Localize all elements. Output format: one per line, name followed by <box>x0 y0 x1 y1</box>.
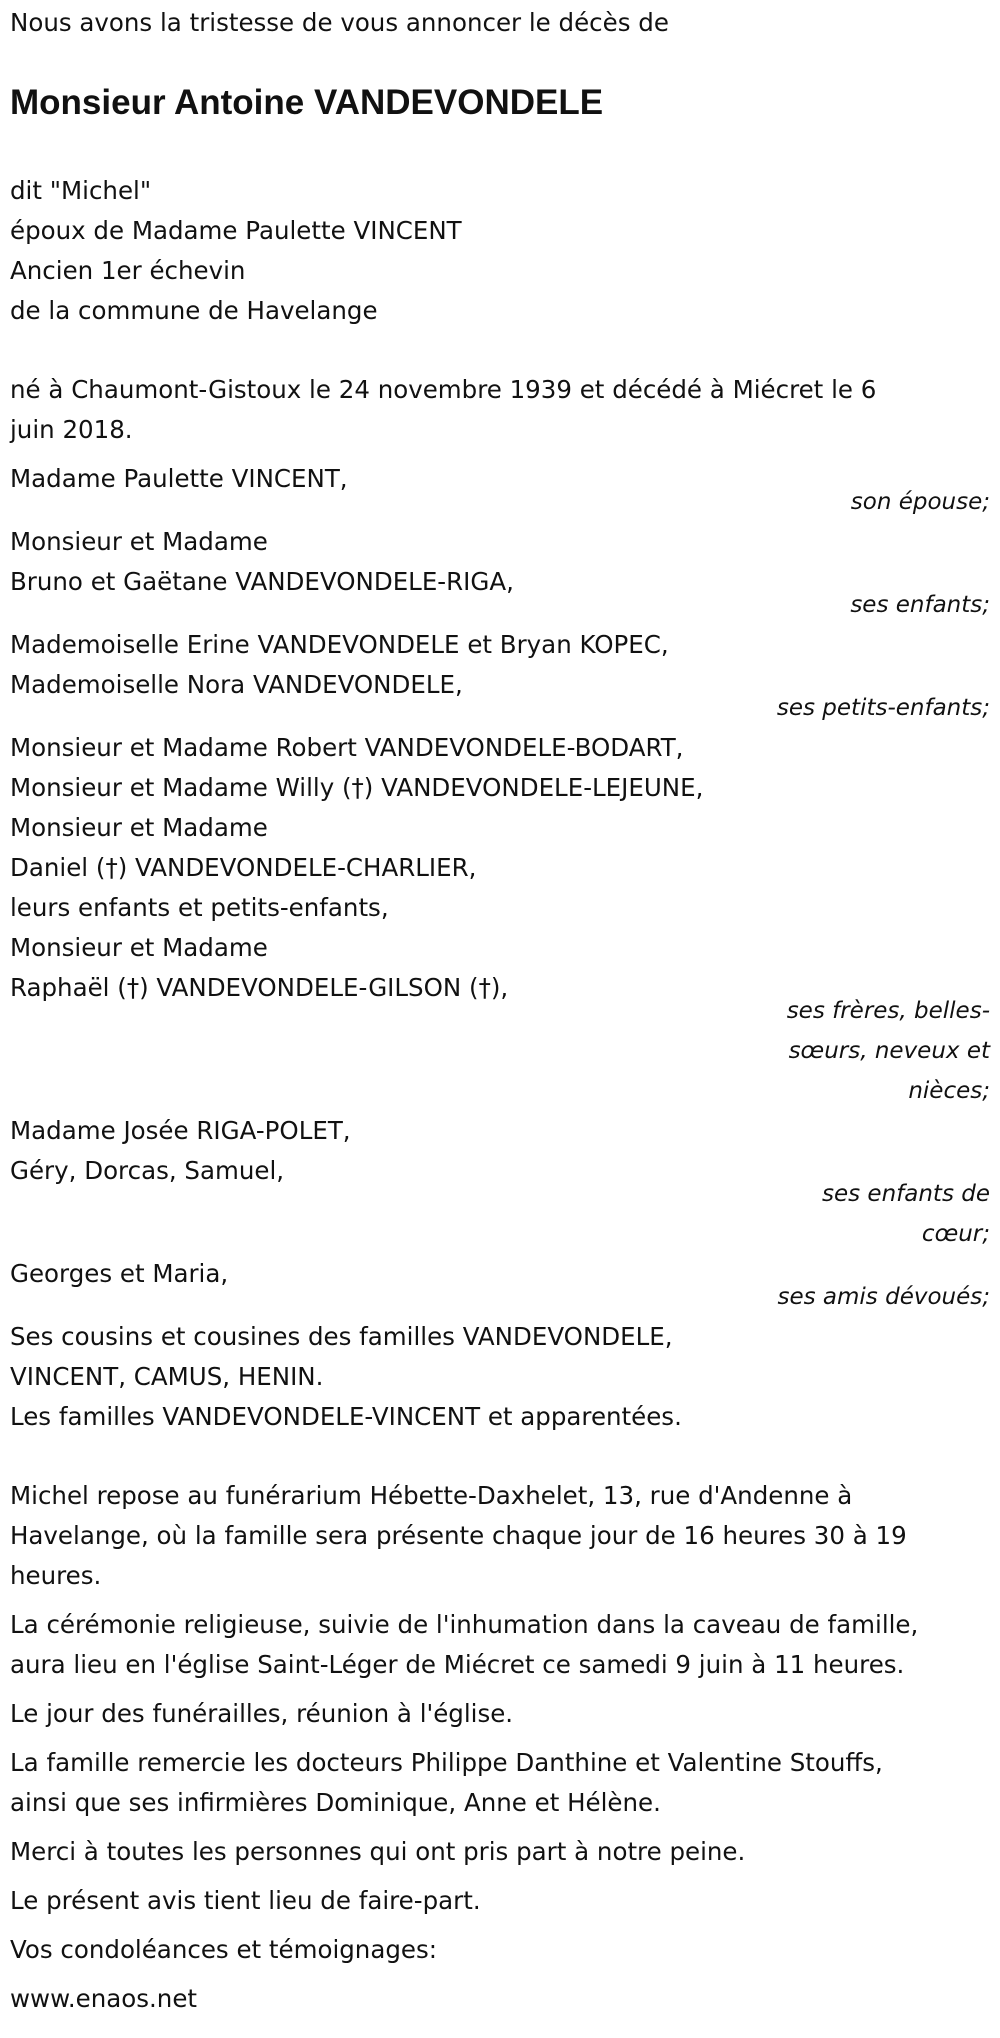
thanks-line: La famille remercie les docteurs Philippe Danthine et Valentine Stouffs, <box>10 1748 883 1777</box>
ceremony-line: aura lieu en l'église Saint-Léger de Miécret ce samedi 9 juin à 11 heures. <box>10 1650 905 1679</box>
cousins-block <box>10 1317 990 1437</box>
spouse-line: époux de Madame Paulette VINCENT <box>10 216 462 245</box>
family-name: Georges et Maria, <box>10 1259 229 1288</box>
family-name: Monsieur et Madame <box>10 813 268 842</box>
deceased-name: Monsieur Antoine VANDEVONDELE <box>10 83 604 122</box>
family-role <box>750 1277 990 1317</box>
family-name: Géry, Dorcas, Samuel, <box>10 1156 285 1185</box>
notice-block <box>10 1881 990 1921</box>
cousins-line: Ses cousins et cousines des familles VANDEVONDELE, <box>10 1322 673 1351</box>
merci-line: Merci à toutes les personnes qui ont pris part à notre peine. <box>10 1837 746 1866</box>
details-block <box>10 171 990 331</box>
family-name: Monsieur et Madame Willy (†) VANDEVONDELE-LEJEUNE, <box>10 773 704 802</box>
family-name: Monsieur et Madame <box>10 527 268 556</box>
family-role <box>750 688 990 728</box>
website-link[interactable]: www.enaos.net <box>10 1984 198 2013</box>
meeting-line: Le jour des funérailles, réunion à l'église. <box>10 1699 514 1728</box>
funerarium-line: Havelange, où la famille sera présente chaque jour de 16 heures 30 à 19 <box>10 1521 907 1550</box>
role-text: nièces; <box>908 1078 990 1104</box>
role-text: son épouse; <box>850 489 990 515</box>
family-name: Mademoiselle Nora VANDEVONDELE, <box>10 670 463 699</box>
ceremony-block <box>10 1605 990 1685</box>
intro-text: Nous avons la tristesse de vous annoncer le décès de <box>10 8 669 37</box>
family-name: Mademoiselle Erine VANDEVONDELE et Bryan KOPEC, <box>10 630 669 659</box>
family-role <box>750 1174 990 1254</box>
condolences-block <box>10 1930 990 1970</box>
family-siblings <box>10 728 990 1008</box>
family-name: Daniel (†) VANDEVONDELE-CHARLIER, <box>10 853 477 882</box>
funerarium-block <box>10 1476 990 1596</box>
function-line: Ancien 1er échevin <box>10 256 246 285</box>
birth-death-line: juin 2018. <box>10 415 133 444</box>
family-role <box>750 991 990 1111</box>
family-name: leurs enfants et petits-enfants, <box>10 893 389 922</box>
role-text: ses enfants; <box>850 592 990 618</box>
family-name: Raphaël (†) VANDEVONDELE-GILSON (†), <box>10 973 509 1002</box>
role-text: sœurs, neveux et <box>788 1038 990 1064</box>
condolences-line: Vos condoléances et témoignages: <box>10 1935 437 1964</box>
website-block <box>10 1979 990 2019</box>
family-name: Monsieur et Madame <box>10 933 268 962</box>
funerarium-line: heures. <box>10 1561 102 1590</box>
thanks-block <box>10 1743 990 1823</box>
family-name: Madame Paulette VINCENT, <box>10 464 348 493</box>
family-name: Bruno et Gaëtane VANDEVONDELE-RIGA, <box>10 567 514 596</box>
family-role <box>750 482 990 522</box>
cousins-line: Les familles VANDEVONDELE-VINCENT et apparentées. <box>10 1402 682 1431</box>
ceremony-line: La cérémonie religieuse, suivie de l'inhumation dans la caveau de famille, <box>10 1610 919 1639</box>
family-role <box>750 585 990 625</box>
role-text: cœur; <box>921 1221 990 1247</box>
role-text: ses enfants de <box>822 1181 990 1207</box>
cousins-line: VINCENT, CAMUS, HENIN. <box>10 1362 324 1391</box>
notice-line: Le présent avis tient lieu de faire-part. <box>10 1886 481 1915</box>
funerarium-line: Michel repose au funérarium Hébette-Daxhelet, 13, rue d'Andenne à <box>10 1481 853 1510</box>
commune-line: de la commune de Havelange <box>10 296 378 325</box>
family-name: Monsieur et Madame Robert VANDEVONDELE-BODART, <box>10 733 684 762</box>
thanks-line: ainsi que ses infirmières Dominique, Anne et Hélène. <box>10 1788 661 1817</box>
role-text: ses petits-enfants; <box>776 695 990 721</box>
role-text: ses amis dévoués; <box>777 1284 990 1310</box>
birth-death-line: né à Chaumont-Gistoux le 24 novembre 1939 et décédé à Miécret le 6 <box>10 375 877 404</box>
meeting-block <box>10 1694 990 1734</box>
role-text: ses frères, belles- <box>786 998 990 1024</box>
nickname: dit "Michel" <box>10 176 152 205</box>
birth-death-block <box>10 370 990 450</box>
merci-block <box>10 1832 990 1872</box>
family-name: Madame Josée RIGA-POLET, <box>10 1116 351 1145</box>
